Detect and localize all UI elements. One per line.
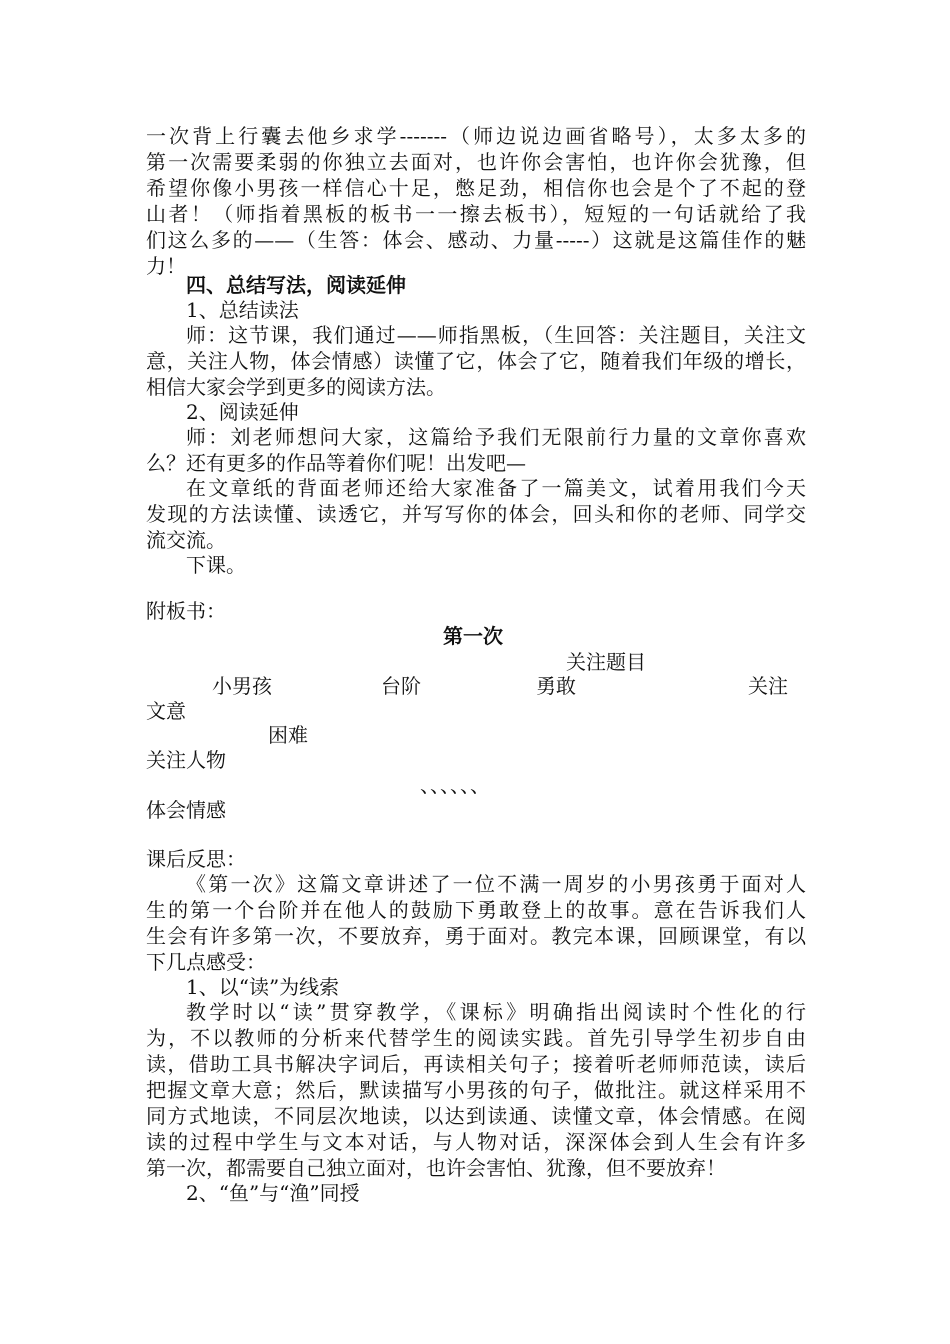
text-line: 教学时以“读”贯穿教学，《课标》明确指出阅读时个性化的行: [186, 1000, 806, 1024]
text-line: 么？还有更多的作品等着你们呢！出发吧—: [146, 451, 526, 475]
board-item: 关注: [748, 674, 788, 698]
text-line: 读的过程中学生与文本对话，与人物对话，深深体会到人生会有许多: [146, 1130, 806, 1154]
text-line: 流交流。: [146, 528, 226, 552]
text-line: 下几点感受：: [146, 950, 266, 974]
text-line: 相信大家会学到更多的阅读方法。: [146, 375, 446, 399]
board-item: 文意: [146, 699, 186, 723]
text-line: 生的第一个台阶并在他人的鼓励下勇敢登上的故事。意在告诉我们人: [146, 898, 806, 922]
board-item: 小男孩: [212, 674, 272, 698]
text-line: 师：这节课，我们通过——师指黑板，（生回答：关注题目，关注文: [186, 323, 806, 347]
text-line: 在文章纸的背面老师还给大家准备了一篇美文，试着用我们今天: [186, 476, 806, 500]
board-dots: 、、、、、、: [420, 773, 490, 797]
subheading: 2、“鱼”与“渔”同授: [186, 1181, 360, 1205]
text-line: 山者！（师指着黑板的板书一一擦去板书），短短的一句话就给了我: [146, 202, 806, 226]
text-line: 第一次，都需要自己独立面对，也许会害怕、犹豫，但不要放弃！: [146, 1156, 726, 1180]
subheading: 1、以“读”为线索: [186, 975, 340, 999]
text-line: 《第一次》这篇文章讲述了一位不满一周岁的小男孩勇于面对人: [186, 872, 806, 896]
reflection-label: 课后反思：: [146, 847, 246, 871]
section-heading: 四、总结写法，阅读延伸: [186, 273, 406, 297]
board-item: 关注人物: [146, 748, 226, 772]
board-item: 体会情感: [146, 798, 226, 822]
board-item: 困难: [268, 723, 308, 747]
text-line: 读，借助工具书解决字词后，再读相关句子；接着听老师师范读，读后: [146, 1052, 806, 1076]
board-item: 勇敢: [536, 674, 576, 698]
subheading: 1、总结读法: [186, 298, 299, 322]
text-line: 把握文章大意；然后，默读描写小男孩的句子，做批注。就这样采用不: [146, 1078, 806, 1102]
text-line: 一次背上行囊去他乡求学-------（师边说边画省略号），太多太多的: [146, 124, 806, 148]
end-of-class: 下课。: [186, 553, 246, 577]
text-line: 力！: [146, 254, 186, 278]
text-line: 生会有许多第一次，不要放弃，勇于面对。教完本课，回顾课堂，有以: [146, 924, 806, 948]
text-line: 们这么多的——（生答：体会、感动、力量-----）这就是这篇佳作的魅: [146, 228, 806, 252]
text-line: 为，不以教师的分析来代替学生的阅读实践。首先引导学生初步自由: [146, 1026, 806, 1050]
text-line: 意，关注人物，体会情感）读懂了它，体会了它，随着我们年级的增长，: [146, 349, 806, 373]
text-line: 同方式地读，不同层次地读，以达到读通、读懂文章，体会情感。在阅: [146, 1104, 806, 1128]
board-item: 关注题目: [566, 650, 646, 674]
board-item: 台阶: [381, 674, 421, 698]
text-line: 发现的方法读懂、读透它，并写写你的体会，回头和你的老师、同学交: [146, 502, 806, 526]
text-line: 师：刘老师想问大家，这篇给予我们无限前行力量的文章你喜欢: [186, 425, 806, 449]
board-label: 附板书：: [146, 599, 226, 623]
text-line: 希望你像小男孩一样信心十足，憋足劲，相信你也会是个了不起的登: [146, 176, 806, 200]
board-title: 第一次: [443, 624, 503, 648]
text-line: 第一次需要柔弱的你独立去面对，也许你会害怕，也许你会犹豫，但: [146, 150, 806, 174]
subheading: 2、阅读延伸: [186, 400, 299, 424]
